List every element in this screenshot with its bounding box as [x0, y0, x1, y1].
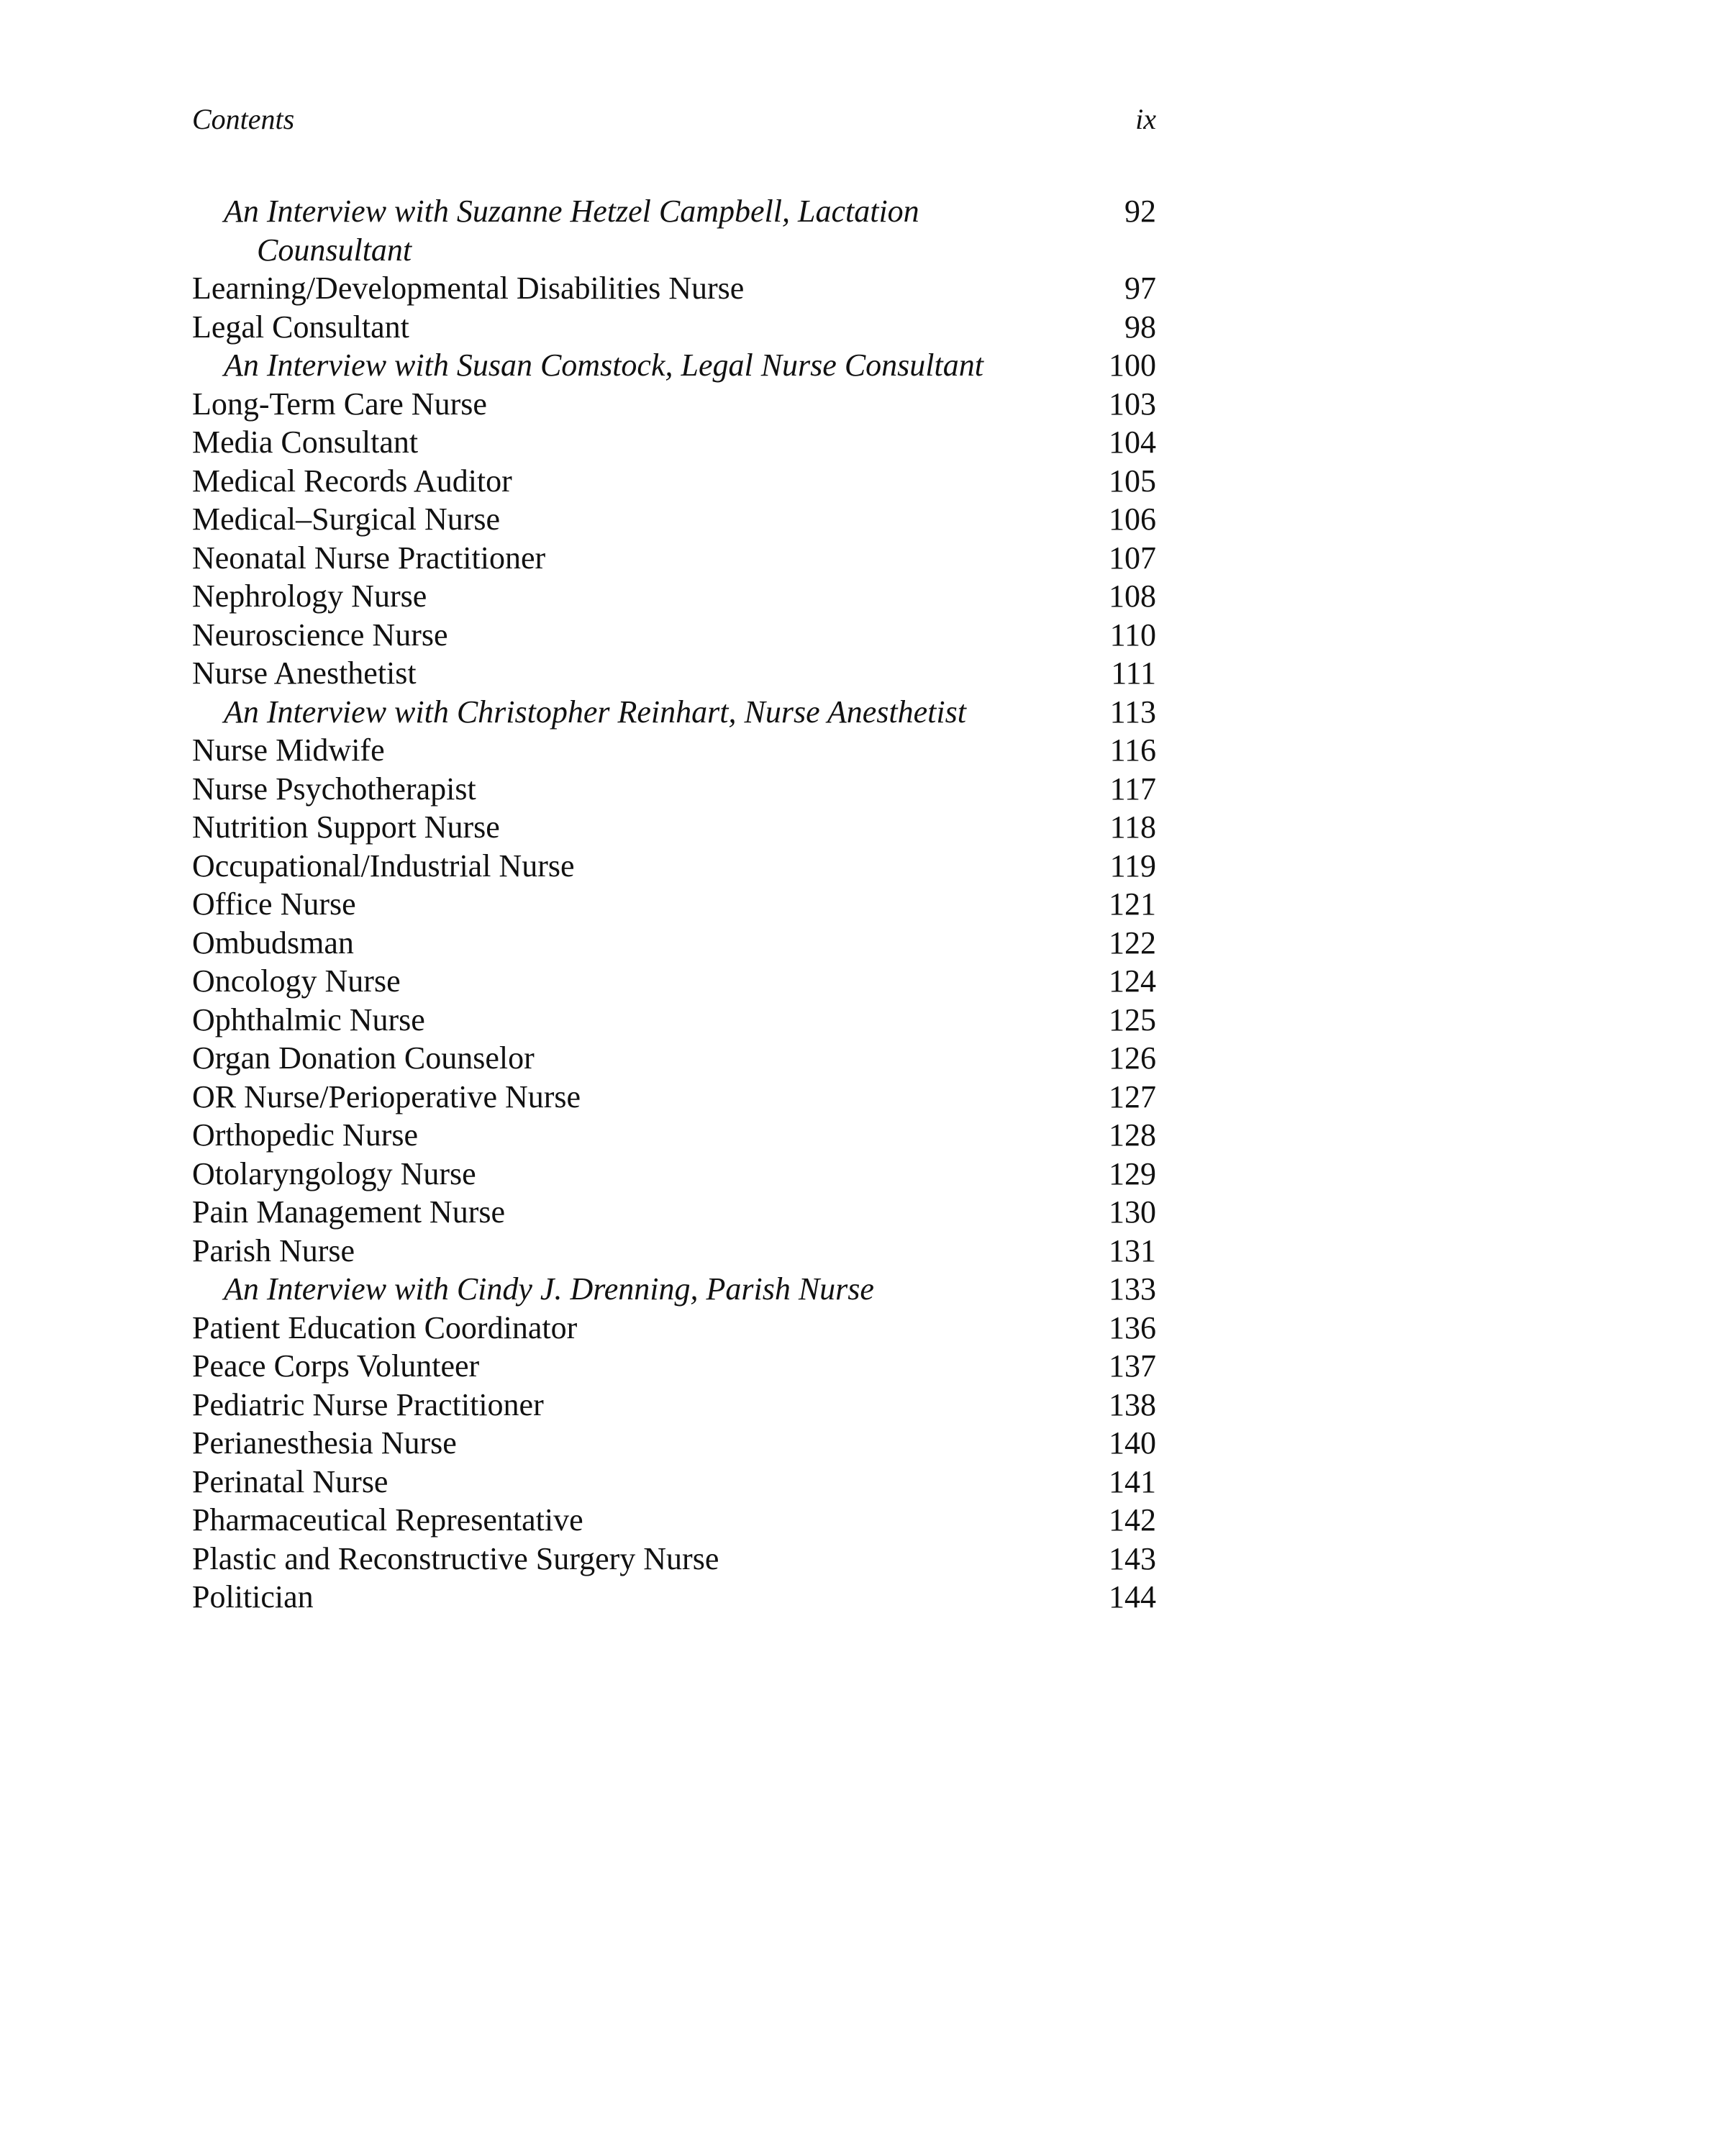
toc-page-number: 133 [1109, 1271, 1156, 1307]
toc-page-number: 122 [1109, 925, 1156, 960]
toc-page-number: 117 [1109, 771, 1156, 807]
toc-entry [192, 1578, 1156, 1617]
toc-page-number: 116 [1109, 732, 1156, 768]
toc-entry-title: Pharmaceutical Representative [192, 1502, 583, 1538]
toc-page-number: 104 [1109, 424, 1156, 460]
toc-page-number: 98 [1124, 309, 1156, 345]
toc-entry [192, 423, 1156, 462]
toc-entry-title: Nurse Anesthetist [192, 655, 417, 691]
toc-entry [192, 308, 1156, 347]
toc-entry [192, 808, 1156, 847]
toc-entry-title: Plastic and Reconstructive Surgery Nurse [192, 1540, 719, 1576]
toc-page-number: 144 [1109, 1579, 1156, 1615]
toc-entry-title: Nutrition Support Nurse [192, 809, 500, 845]
toc-entry-title: Medical Records Auditor [192, 463, 512, 499]
toc-entry-title: Long-Term Care Nurse [192, 386, 487, 422]
running-head-title: Contents [192, 103, 295, 135]
toc-page-number: 111 [1111, 655, 1156, 691]
toc-page-number: 103 [1109, 386, 1156, 422]
toc-page-number: 110 [1109, 617, 1156, 653]
toc-page-number: 136 [1109, 1309, 1156, 1345]
toc-entry [192, 1424, 1156, 1463]
toc-page-number: 92 [1124, 194, 1156, 229]
toc-page-number: 138 [1109, 1386, 1156, 1422]
toc-entry-title: An Interview with Suzanne Hetzel Campbell, Lactation Counsultant [224, 194, 919, 268]
toc-page-number: 107 [1109, 540, 1156, 576]
toc-entry [192, 654, 1156, 693]
toc-entry-title: Pain Management Nurse [192, 1194, 505, 1230]
toc-interview-entry [192, 693, 1156, 732]
toc-page-number: 118 [1109, 809, 1156, 845]
toc-entry [192, 616, 1156, 655]
running-head [192, 98, 1156, 141]
toc-entry [192, 1001, 1156, 1040]
toc-entry [192, 847, 1156, 886]
toc-page-number: 121 [1109, 886, 1156, 922]
toc-page-number: 143 [1109, 1540, 1156, 1576]
toc-entry-title: Ophthalmic Nurse [192, 1002, 425, 1037]
toc-entry [192, 1309, 1156, 1348]
toc-entry [192, 885, 1156, 924]
toc-entry-title: An Interview with Christopher Reinhart, Nurse Anesthetist [224, 694, 966, 730]
toc-page-number: 106 [1109, 501, 1156, 537]
page-folio: ix [1135, 103, 1156, 135]
toc-entry [192, 577, 1156, 616]
toc-page-number: 108 [1109, 578, 1156, 614]
toc-page-number: 142 [1109, 1502, 1156, 1538]
toc-page-number: 124 [1109, 963, 1156, 999]
toc-entry [192, 1116, 1156, 1155]
toc-entry [192, 269, 1156, 308]
toc-page-number: 130 [1109, 1194, 1156, 1230]
toc-page-number: 140 [1109, 1425, 1156, 1461]
toc-entry [192, 539, 1156, 578]
table-of-contents [192, 192, 1156, 1617]
toc-entry-title: An Interview with Susan Comstock, Legal Nurse Consultant [224, 348, 983, 383]
toc-page-number: 126 [1109, 1040, 1156, 1076]
toc-entry-title: Patient Education Coordinator [192, 1309, 578, 1345]
toc-page-number: 119 [1109, 848, 1156, 884]
toc-entry [192, 385, 1156, 424]
toc-entry-title: Neuroscience Nurse [192, 617, 448, 653]
toc-entry [192, 1193, 1156, 1232]
toc-entry-title: OR Nurse/Perioperative Nurse [192, 1078, 581, 1114]
toc-interview-entry [192, 346, 1156, 385]
toc-entry-title: Occupational/Industrial Nurse [192, 848, 575, 884]
toc-entry [192, 1155, 1156, 1194]
toc-page-number: 131 [1109, 1232, 1156, 1268]
toc-interview-entry [192, 192, 1156, 269]
toc-entry-title: Nephrology Nurse [192, 578, 427, 614]
toc-entry-title: Parish Nurse [192, 1232, 355, 1268]
toc-entry [192, 1078, 1156, 1117]
toc-entry [192, 500, 1156, 539]
toc-entry-title: Pediatric Nurse Practitioner [192, 1386, 544, 1422]
toc-entry [192, 1386, 1156, 1425]
toc-entry-title: Otolaryngology Nurse [192, 1155, 476, 1191]
toc-entry-title: Nurse Midwife [192, 732, 385, 768]
toc-entry-title: Perianesthesia Nurse [192, 1425, 457, 1461]
toc-page-number: 113 [1109, 694, 1156, 730]
toc-page-number: 129 [1109, 1155, 1156, 1191]
toc-entry-title: Media Consultant [192, 424, 419, 460]
toc-page-number: 141 [1109, 1463, 1156, 1499]
toc-entry [192, 1347, 1156, 1386]
toc-entry-title: Neonatal Nurse Practitioner [192, 540, 546, 576]
toc-entry-title: An Interview with Cindy J. Drenning, Parish Nurse [224, 1271, 874, 1307]
toc-entry [192, 962, 1156, 1001]
toc-entry [192, 1540, 1156, 1579]
toc-entry-title: Medical–Surgical Nurse [192, 501, 501, 537]
toc-entry-title: Legal Consultant [192, 309, 409, 345]
toc-entry-title: Perinatal Nurse [192, 1463, 388, 1499]
toc-page-number: 100 [1109, 348, 1156, 383]
toc-page-number: 105 [1109, 463, 1156, 499]
toc-entry-title: Peace Corps Volunteer [192, 1348, 480, 1384]
toc-entry-title: Orthopedic Nurse [192, 1117, 419, 1153]
toc-entry-title: Office Nurse [192, 886, 356, 922]
toc-entry-title: Nurse Psychotherapist [192, 771, 476, 807]
toc-entry-title: Oncology Nurse [192, 963, 401, 999]
toc-entry [192, 1232, 1156, 1271]
toc-entry [192, 1039, 1156, 1078]
toc-entry [192, 770, 1156, 809]
toc-page-number: 125 [1109, 1002, 1156, 1037]
toc-page-number: 127 [1109, 1078, 1156, 1114]
toc-entry [192, 1463, 1156, 1502]
toc-entry [192, 731, 1156, 770]
toc-page-number: 97 [1124, 271, 1156, 306]
toc-entry-title: Politician [192, 1579, 314, 1615]
toc-entry [192, 462, 1156, 501]
toc-page-number: 137 [1109, 1348, 1156, 1384]
toc-interview-entry [192, 1270, 1156, 1309]
toc-entry-title: Organ Donation Counselor [192, 1040, 535, 1076]
toc-entry-title: Ombudsman [192, 925, 354, 960]
toc-entry-title: Learning/Developmental Disabilities Nurse [192, 271, 745, 306]
toc-entry [192, 924, 1156, 963]
toc-entry [192, 1501, 1156, 1540]
toc-page-number: 128 [1109, 1117, 1156, 1153]
